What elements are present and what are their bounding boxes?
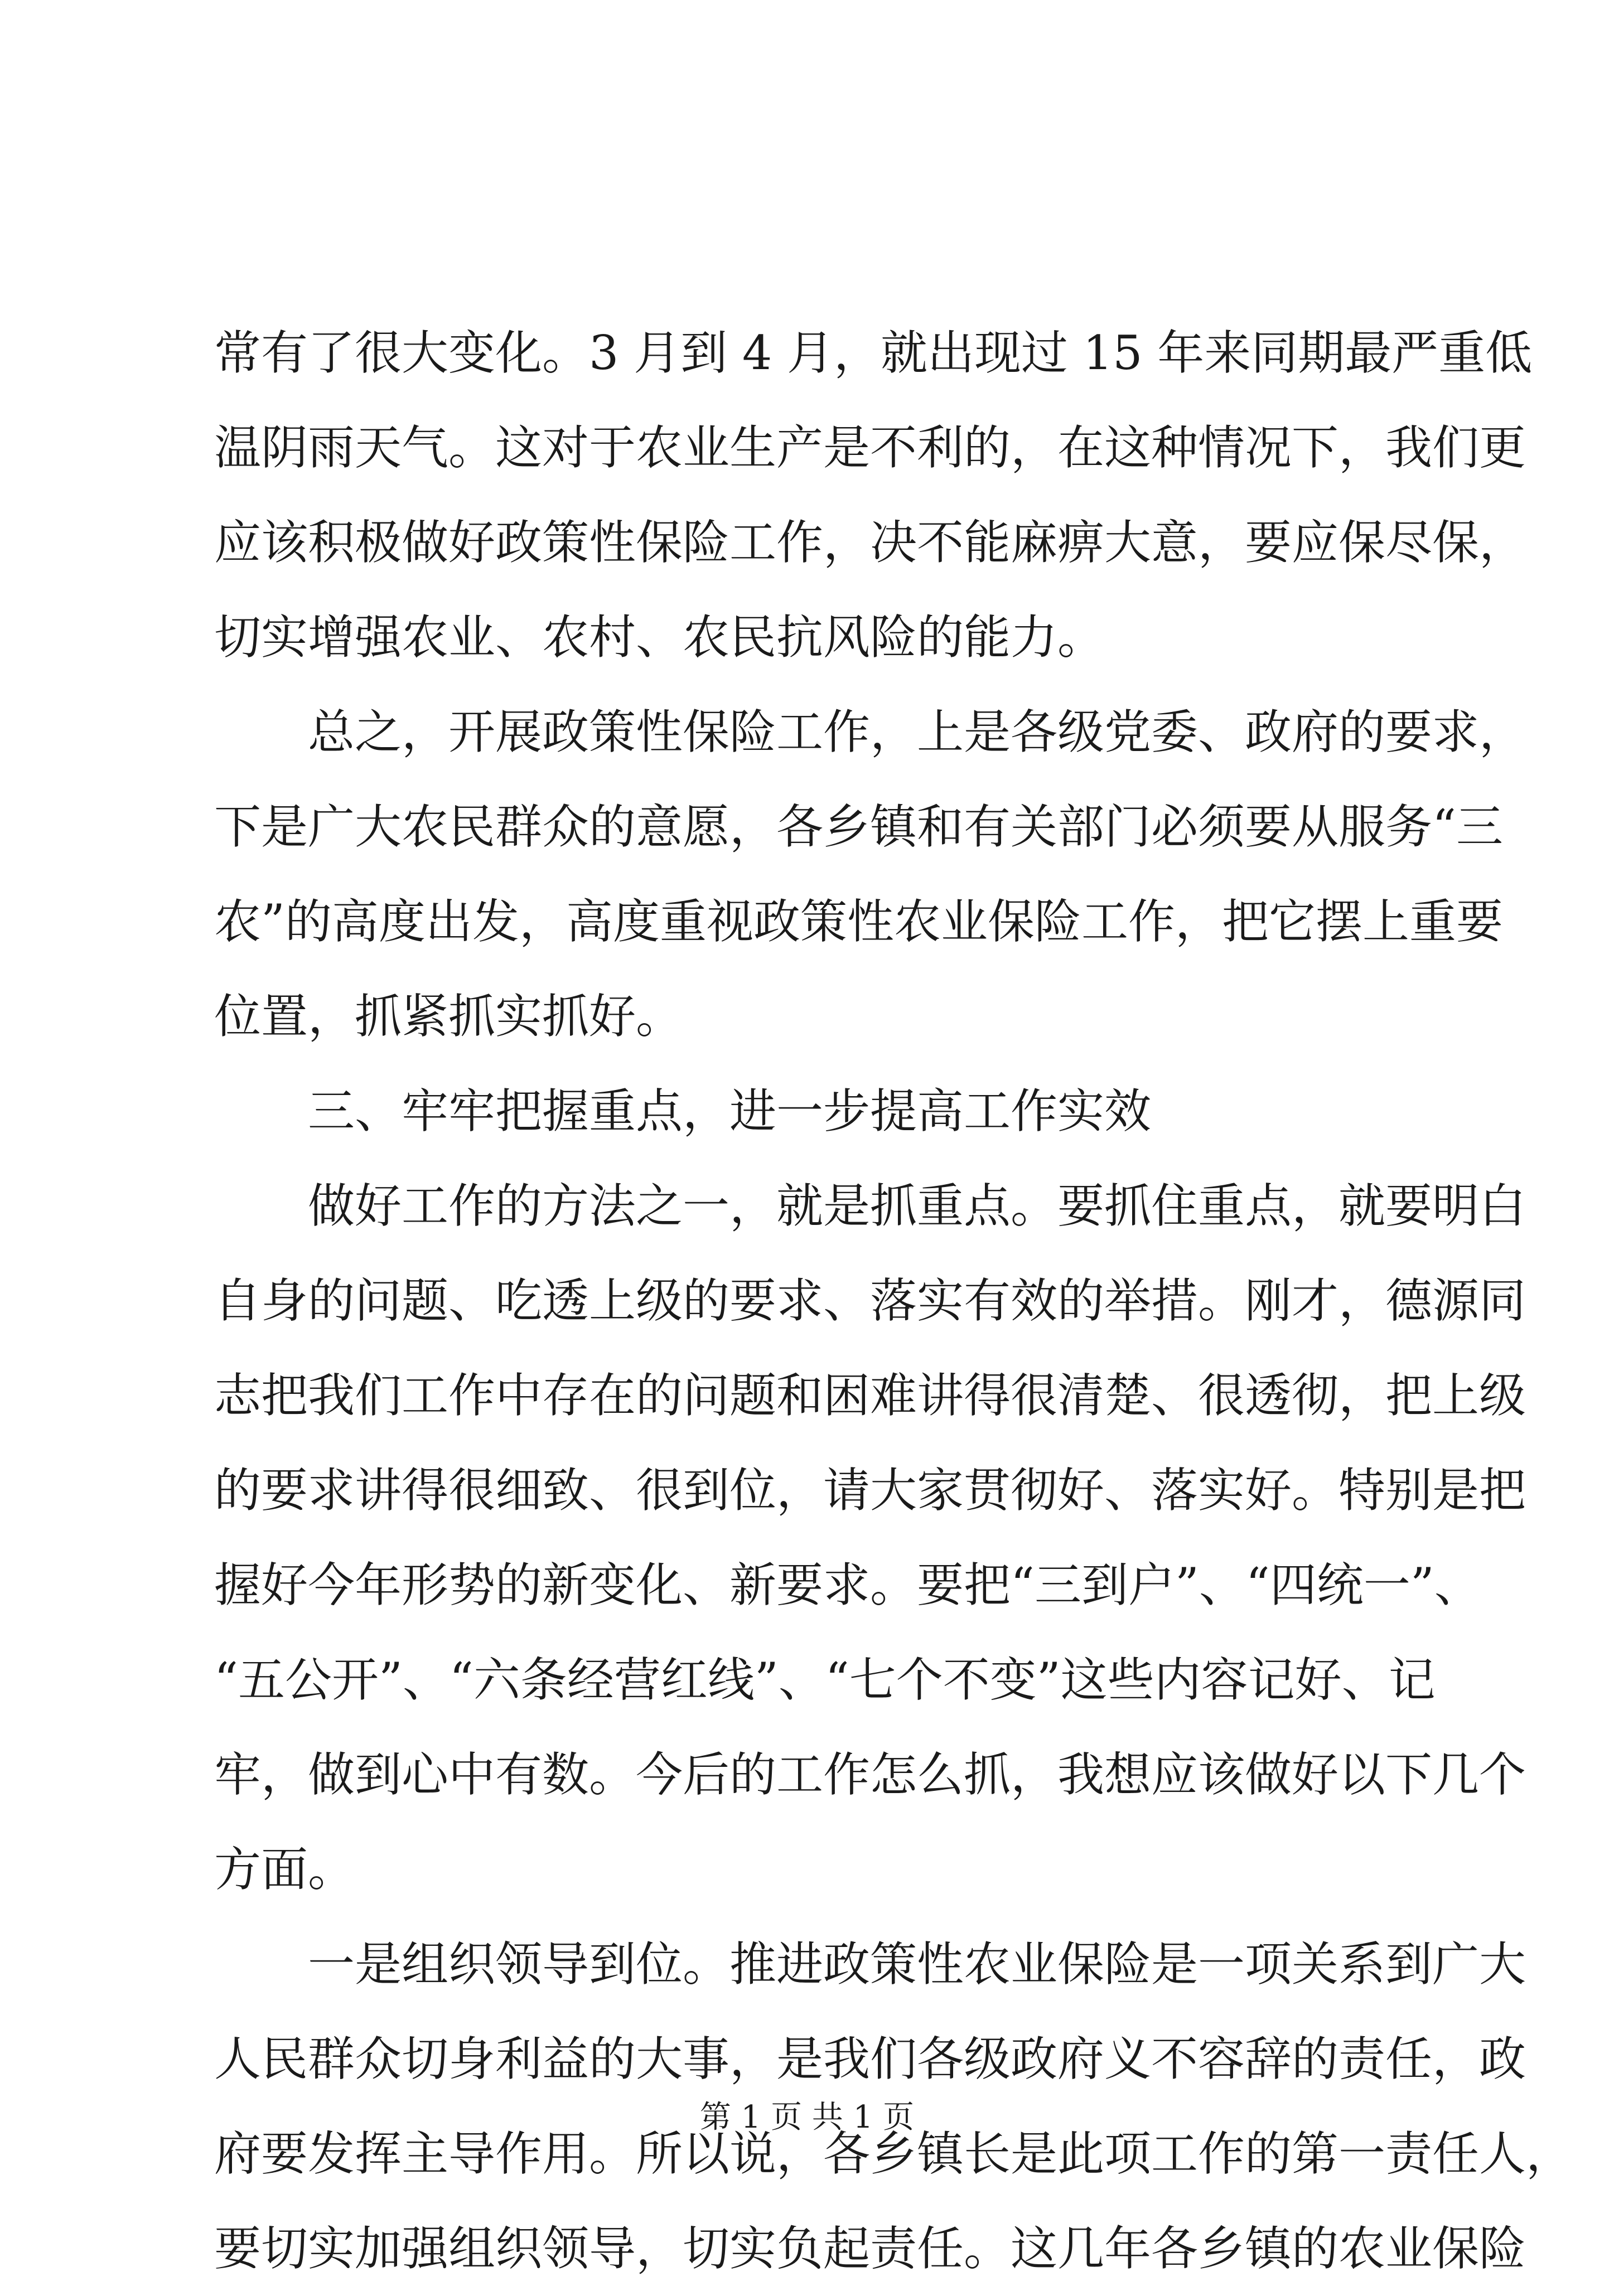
text-line: “五公开”、“六条经营红线”、“七个不变”这些内容记好、记 xyxy=(214,1653,1436,1707)
body-text xyxy=(214,306,1573,2296)
text-line: 志把我们工作中存在的问题和困难讲得很清楚、很透彻，把上级 xyxy=(214,1368,1526,1423)
text-line: 府要发挥主导作用。所以说，各乡镇长是此项工作的第一责任人， xyxy=(214,2127,1573,2181)
page-footer xyxy=(0,2095,1614,2140)
text-line: 温阴雨天气。这对于农业生产是不利的，在这种情况下，我们更 xyxy=(214,420,1526,475)
text-line: 牢，做到心中有数。今后的工作怎么抓，我想应该做好以下几个 xyxy=(214,1747,1526,1802)
text-line: 要切实加强组织领导，切实负起责任。这几年各乡镇的农业保险 xyxy=(214,2221,1526,2276)
text-line: 自身的问题、吃透上级的要求、落实有效的举措。刚才，德源同 xyxy=(214,1273,1526,1328)
text-line: 做好工作的方法之一，就是抓重点。要抓住重点，就要明白 xyxy=(214,1179,1526,1233)
text-line: 的要求讲得很细致、很到位，请大家贯彻好、落实好。特别是把 xyxy=(214,1463,1526,1518)
text-line: 人民群众切身利益的大事，是我们各级政府义不容辞的责任，政 xyxy=(214,2032,1526,2086)
section-heading: 三、牢牢把握重点，进一步提高工作实效 xyxy=(214,1084,1152,1139)
page-number: 第 1 页 共 1 页 xyxy=(699,2099,915,2135)
text-line: 切实增强农业、农村、农民抗风险的能力。 xyxy=(214,610,1105,665)
text-line: 一是组织领导到位。推进政策性农业保险是一项关系到广大 xyxy=(214,1937,1526,1992)
text-line: 位置，抓紧抓实抓好。 xyxy=(214,989,683,1044)
text-line: 农”的高度出发，高度重视政策性农业保险工作，把它摆上重要 xyxy=(214,894,1503,949)
text-line: 应该积极做好政策性保险工作，决不能麻痹大意，要应保尽保， xyxy=(214,515,1526,570)
text-line: 总之，开展政策性保险工作，上是各级党委、政府的要求， xyxy=(214,705,1526,759)
text-line: 握好今年形势的新变化、新要求。要把“三到户”、“四统一”、 xyxy=(214,1558,1481,1612)
text-line: 方面。 xyxy=(214,1842,355,1897)
text-line: 下是广大农民群众的意愿，各乡镇和有关部门必须要从服务“三 xyxy=(214,800,1503,854)
text-line: 常有了很大变化。3 月到 4 月，就出现过 15 年来同期最严重低 xyxy=(214,326,1533,380)
